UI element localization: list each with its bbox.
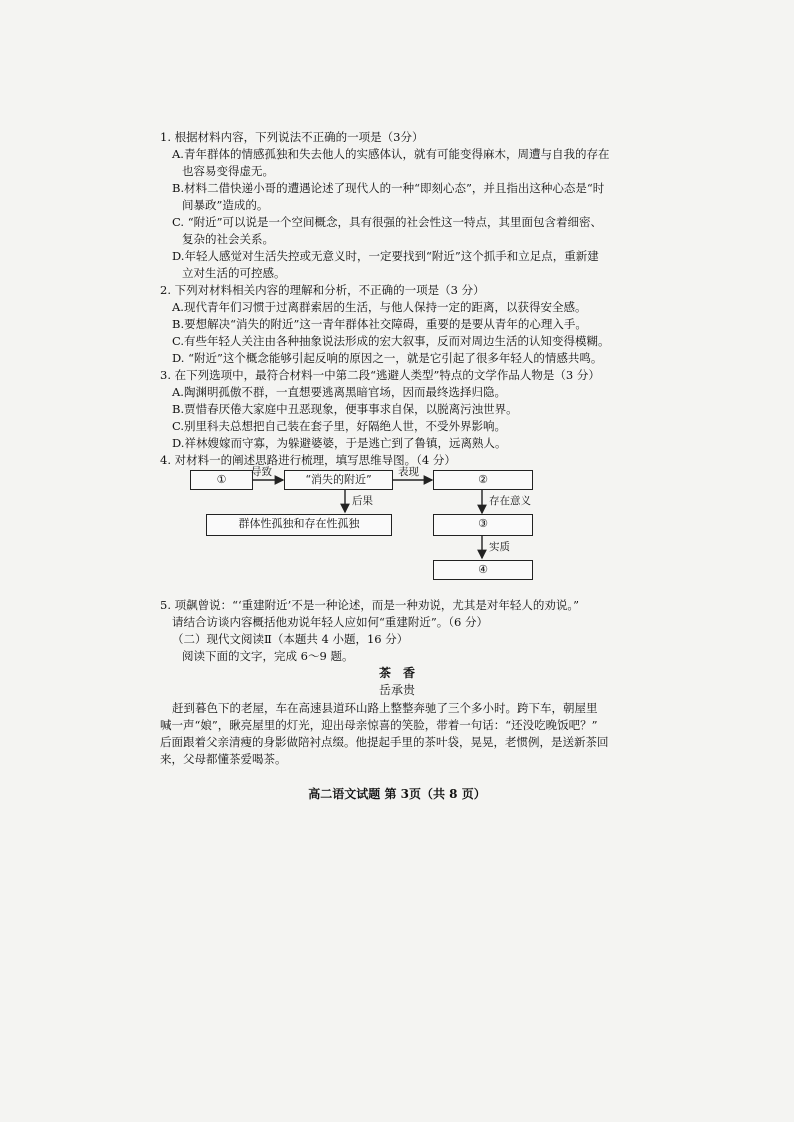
q1-option-d: D.年轻人感觉对生活失控或无意义时，一定要找到“附近”这个抓手和立足点，重新建	[172, 249, 599, 263]
essay-para-line4: 来，父母都懂茶爱喝茶。	[160, 752, 287, 766]
label-cause: 导致	[251, 466, 272, 478]
box-3: ③	[433, 514, 533, 536]
q1-stem: 1. 根据材料内容，下列说法不正确的一项是（3分）	[160, 130, 424, 144]
box-group-loneliness: 群体性孤独和存在性孤独	[206, 514, 392, 536]
q1-option-a: A.青年群体的情感孤独和失去他人的实感体认，就有可能变得麻木，周遭与自我的存在	[172, 147, 610, 161]
q2-option-d: D. “附近”这个概念能够引起反响的原因之一，就是它引起了很多年轻人的情感共鸣。	[172, 351, 603, 365]
q2-stem: 2. 下列对材料相关内容的理解和分析，不正确的一项是（3 分）	[160, 283, 485, 297]
essay-author: 岳承贵	[378, 683, 415, 697]
section2-instruction: 阅读下面的文字，完成 6～9 题。	[182, 649, 354, 663]
q1-option-b: B.材料二借快递小哥的遭遇论述了现代人的一种“即刻心态”，并且指出这种心态是“时	[172, 181, 605, 195]
box-4: ④	[433, 560, 533, 580]
q1-option-a-cont: 也容易变得虚无。	[182, 164, 274, 178]
q5-line1: 5. 项飙曾说：“‘重建附近’不是一种论述，而是一种劝说，尤其是对年轻人的劝说。”	[160, 598, 579, 612]
essay-para-line2: 喊一声“娘”，瞅亮屋里的灯光，迎出母亲惊喜的笑脸，带着一句话：“还没吃晚饭吧？”	[160, 718, 598, 732]
essay-para-line3: 后面跟着父亲清瘦的身影做陪衬点缀。他提起手里的茶叶袋，晃晃，老惯例，是送新茶回	[160, 735, 609, 749]
q1-option-b-cont: 间暴政”造成的。	[182, 198, 269, 212]
box-vanishing-nearby: “消失的附近”	[284, 470, 393, 490]
box-2: ②	[433, 470, 533, 490]
q3-stem: 3. 在下列选项中，最符合材料一中第二段“逃避人类型”特点的文学作品人物是（3 分）	[160, 368, 600, 382]
label-essence: 实质	[489, 541, 510, 553]
essay-title: 茶 香	[378, 666, 415, 680]
q1-option-c-cont: 复杂的社会关系。	[182, 232, 274, 246]
label-show: 表现	[398, 466, 419, 478]
q2-option-b: B.要想解决“消失的附近”这一青年群体社交障碍，重要的是要从青年的心理入手。	[172, 317, 587, 331]
q1-option-c: C. “附近”可以说是一个空间概念，具有很强的社会性这一特点，其里面包含着细密、	[172, 215, 602, 229]
q4-stem: 4. 对材料一的阐述思路进行梳理，填写思维导图。（4 分）	[160, 453, 456, 467]
label-meaning: 存在意义	[489, 495, 531, 507]
q3-option-a: A.陶渊明孤傲不群，一直想要逃离黑暗官场，因而最终选择归隐。	[172, 385, 506, 399]
q1-option-d-cont: 立对生活的可控感。	[182, 266, 286, 280]
label-result: 后果	[352, 495, 373, 507]
q2-option-c: C.有些年轻人关注由各种抽象说法形成的宏大叙事，反而对周边生活的认知变得模糊。	[172, 334, 610, 348]
q3-option-b: B.贾惜春厌倦大家庭中丑恶现象，便事事求自保，以脱离污浊世界。	[172, 402, 518, 416]
box-1: ①	[190, 470, 253, 490]
q3-option-d: D.祥林嫂嫁而守寡，为躲避婆婆，于是逃亡到了鲁镇，远离熟人。	[172, 436, 507, 450]
page-footer: 高二语文试题 第 3页（共 8 页）	[308, 787, 486, 801]
section2-title: （二）现代文阅读Ⅱ（本题共 4 小题，16 分）	[172, 632, 409, 646]
q2-option-a: A.现代青年们习惯于过离群索居的生活，与他人保持一定的距离，以获得安全感。	[172, 300, 587, 314]
essay-para-line1: 赶到暮色下的老屋，车在高速县道环山路上整整奔驰了三个多小时。跨下车，朝屋里	[172, 701, 598, 715]
q3-option-c: C.别里科夫总想把自己装在套子里，好隔绝人世，不受外界影响。	[172, 419, 507, 433]
q5-line2: 请结合访谈内容概括他劝说年轻人应如何“重建附近”。（6 分）	[172, 615, 488, 629]
